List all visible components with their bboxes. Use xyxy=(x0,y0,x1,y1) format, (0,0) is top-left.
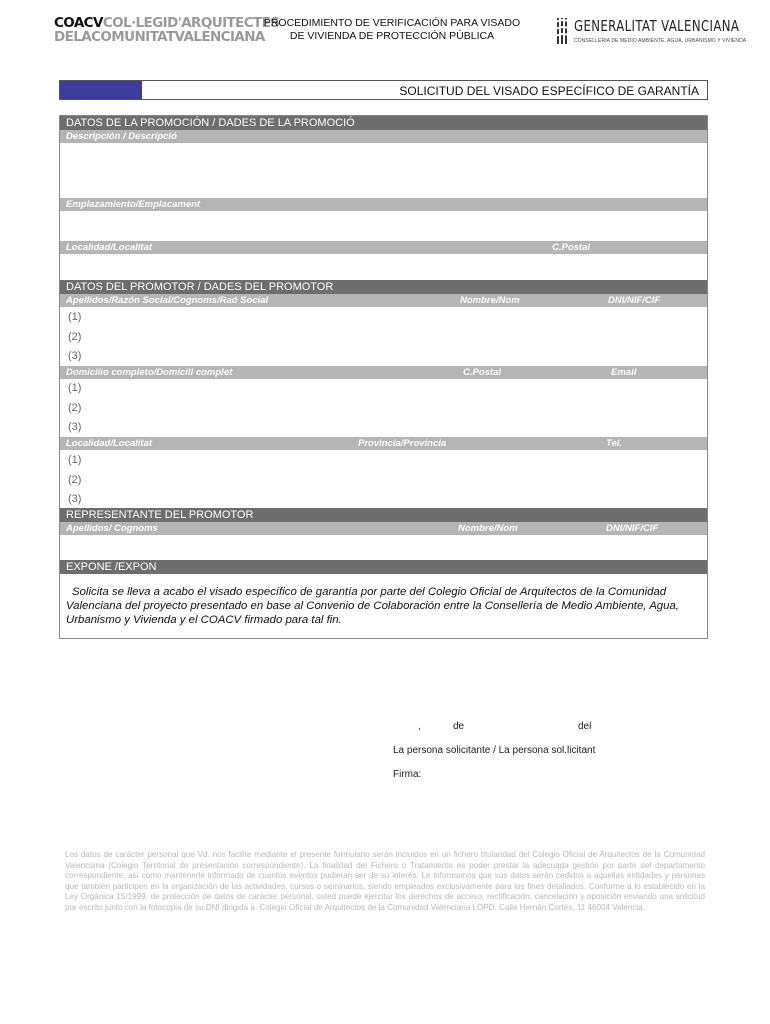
row-number: (3) xyxy=(68,493,82,505)
dni-label: DNI/NIF/CIF xyxy=(608,295,661,306)
apellidos-label: Apellidos/Razón Social/Cognoms/Raó Social xyxy=(66,295,269,306)
solicitante-label: La persona solicitante / La persona sol.licitant xyxy=(393,745,596,756)
representante-label-bar xyxy=(60,522,707,535)
emplazamiento-label-bar xyxy=(60,198,707,211)
generalitat-logo xyxy=(556,17,747,47)
promocion-section-header: DATOS DE LA PROMOCIÓN / DADES DE LA PROMOCIÓ xyxy=(60,116,707,130)
coacv-logo-dark: COACV xyxy=(54,15,103,31)
localidad-promocion-label-bar xyxy=(60,241,707,254)
signature-de: de xyxy=(453,721,465,732)
title-color-block xyxy=(60,81,142,99)
email-label: Email xyxy=(611,367,637,378)
coacv-logo xyxy=(54,16,279,44)
emplazamiento-label: Emplazamiento/Emplacament xyxy=(66,199,201,210)
representante-apellidos-label: Apellidos/ Cognoms xyxy=(66,523,158,534)
domicilio-label: Domicilio completo/Domicili complet xyxy=(66,367,233,378)
form-title-bar xyxy=(59,80,708,100)
representante-section-header: REPRESENTANTE DEL PROMOTOR xyxy=(60,508,707,522)
row-number: (3) xyxy=(68,350,82,362)
tel-label: Tel. xyxy=(606,438,623,449)
coacv-logo-line2: DELACOMUNITATVALENCIANA xyxy=(54,29,265,45)
application-form xyxy=(59,115,708,639)
generalitat-name: GENERALITAT VALENCIANA xyxy=(574,17,740,35)
representante-dni-label: DNI/NIF/CIF xyxy=(606,523,659,534)
nombre-label: Nombre/Nom xyxy=(460,295,520,306)
row-number: (2) xyxy=(68,402,82,414)
provincia-label: Provincia/Provincia xyxy=(358,438,447,449)
localidad-promocion-label: Localidad/Localitat xyxy=(66,242,153,253)
descripcion-field[interactable] xyxy=(60,143,707,198)
domicilio-label-bar xyxy=(60,366,707,379)
cpostal-promocion-label: C.Postal xyxy=(552,242,591,253)
row-number: (1) xyxy=(68,311,82,323)
procedure-title: PROCEDIMIENTO DE VERIFICACIÓN PARA VISADO DE VIVIENDA DE PROTECCIÓN PÚBLICA xyxy=(263,17,521,42)
representante-nombre-label: Nombre/Nom xyxy=(458,523,518,534)
localidad-promotor-label: Localidad/Localitat xyxy=(66,438,153,449)
form-title: SOLICITUD DEL VISADO ESPECÍFICO DE GARANTÍA xyxy=(399,84,699,98)
signature-del: del xyxy=(578,721,592,732)
generalitat-emblem-icon xyxy=(556,17,570,45)
localidad-promotor-label-bar xyxy=(60,437,707,450)
cpostal-promotor-label: C.Postal xyxy=(463,367,502,378)
expone-text: Solicita se lleva a acabo el visado específico de garantía por parte del Colegio Oficial de Arquitectos de la Comunidad Valenciana del proyecto presentado en base al Convenio de Colaboración entre la Consellería de Medio Ambiente, Agua, Urbanismo y Vivienda y el COACV firmado para tal fin. xyxy=(66,586,679,626)
row-number: (2) xyxy=(68,474,82,486)
signature-comma: , xyxy=(418,721,421,732)
representante-field[interactable] xyxy=(60,535,707,559)
firma-label: Firma: xyxy=(393,769,422,780)
localidad-promocion-field[interactable] xyxy=(60,254,707,279)
conselleria-name: CONSELLERIA DE MEDIO AMBIENTE, AGUA, URBANISMO Y VIVIENDA xyxy=(574,38,747,44)
row-number: (1) xyxy=(68,454,82,466)
promotor-apellidos-label-bar xyxy=(60,294,707,307)
coacv-logo-gray: COL·LEGID'ARQUITECTES xyxy=(102,15,280,31)
emplazamiento-field[interactable] xyxy=(60,211,707,241)
descripcion-label: Descripción / Descripció xyxy=(66,131,177,142)
row-number: (1) xyxy=(68,382,82,394)
legal-notice: Los datos de carácter personal que Vd. nos facilite mediante el presente formulario serán incluidos en un fichero titularidad del Colegio Oficial de Arquitectos de la Comunidad Valenciana (Colegio Territorial de presentación correspondiente). La finalidad del Fichero o Tratamiento es poder prestar la adecuada gestión por parte del departamento correspondiente, así como mantenerle informado de cuantos eventos pudieran ser de su interés. Le informamos que sus datos serán cedidos a aquellas entidades y personas que también participen en la organización de las actividades, cursos o seminarios, siendo empleados exclusivamente para los fines detallados. Conforme a lo establecido en la Ley Orgánica 15/1999, de protección de datos de carácter personal, usted puede ejercitar los derechos de acceso, rectificación, cancelación y oposición enviando una solicitud por escrito junto con la fotocopia de su DNI dirigida a: Colegio Oficial de Arquitectos de la Comunidad Valenciana LOPD. Calle Hernán Cortés, 11 46004 Valencia. xyxy=(65,850,705,912)
promotor-section-header: DATOS DEL PROMOTOR / DADES DEL PROMOTOR xyxy=(60,280,707,294)
expone-section-header: EXPONE /EXPON xyxy=(60,560,707,574)
row-number: (3) xyxy=(68,421,82,433)
row-number: (2) xyxy=(68,331,82,343)
descripcion-label-bar xyxy=(60,130,707,143)
